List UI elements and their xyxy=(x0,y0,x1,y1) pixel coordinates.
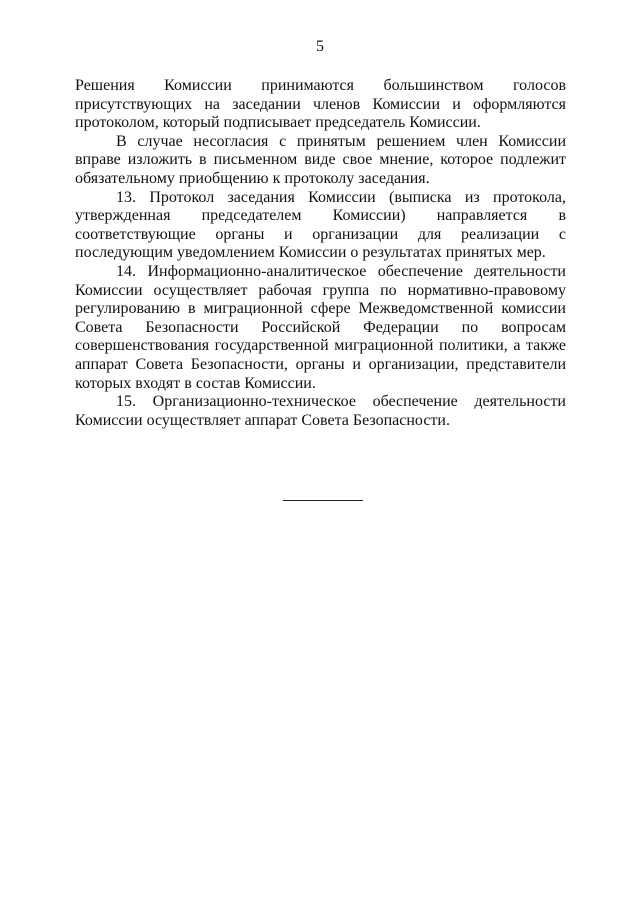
page-number: 5 xyxy=(316,38,324,55)
document-body xyxy=(75,77,566,430)
paragraph-decision-procedure: Решения Комиссии принимаются большинством голосов присутствующих на заседании членов Комиссии и оформляются протоколом, который подписывает председатель Комиссии. xyxy=(75,77,566,132)
closing-divider-line xyxy=(283,500,363,501)
paragraph-item-13: 13. Протокол заседания Комиссии (выписка из протокола, утвержденная председателем Комиссии) направляется в соответствующие органы и организации для реализации с последующим уведомлением Комиссии о результатах принятых мер. xyxy=(75,188,566,262)
paragraph-item-15: 15. Организационно-техническое обеспечение деятельности Комиссии осуществляет аппарат Совета Безопасности. xyxy=(75,393,566,429)
paragraph-dissenting-opinion: В случае несогласия с принятым решением член Комиссии вправе изложить в письменном виде свое мнение, которое подлежит обязательному приобщению к протоколу заседания. xyxy=(75,132,566,187)
paragraph-item-14: 14. Информационно-аналитическое обеспечение деятельности Комиссии осуществляет рабочая группа по нормативно-правовому регулированию в миграционной сфере Межведомственной комиссии Совета Безопасности Российской Федерации по вопросам совершенствования государственной миграционной политики, а также аппарат Совета Безопасности, органы и организации, представители которых входят в состав Комиссии. xyxy=(75,262,566,392)
